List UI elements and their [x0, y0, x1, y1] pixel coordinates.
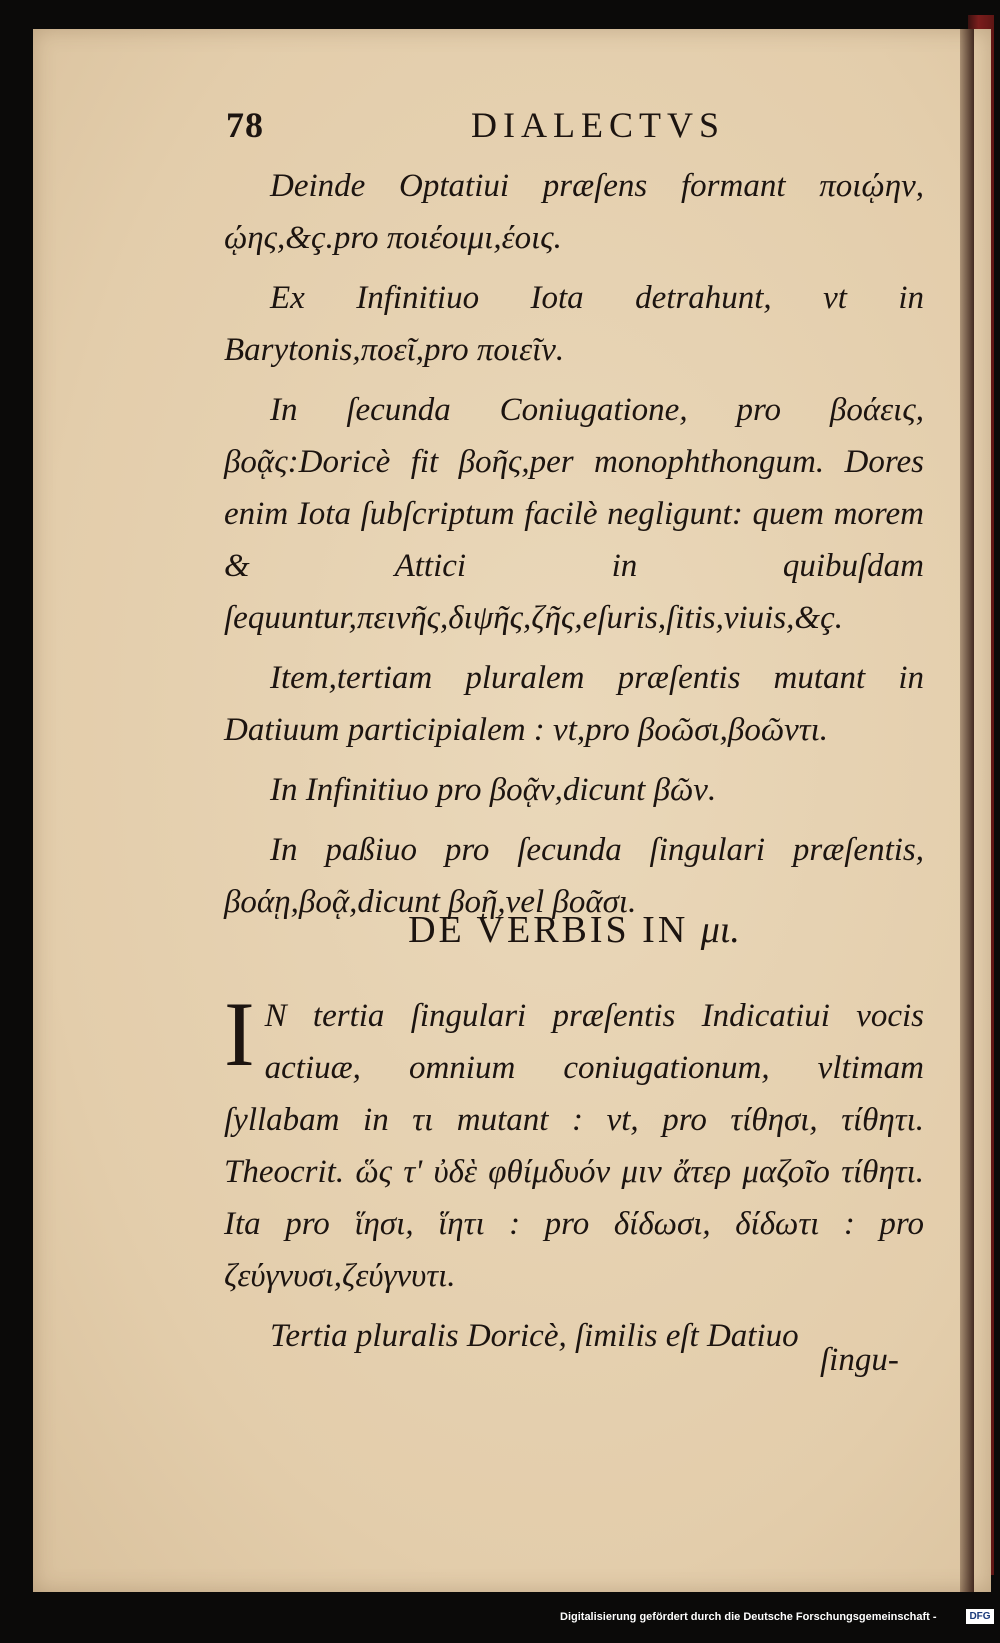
paragraph: In Infinitiuo pro βοᾷν,dicunt βῶν. [270, 772, 717, 808]
paragraph: In ſecunda Coniugatione, pro βοάεις, βοᾷς:Doricè fit βοῆς,per monophthongum. Dores enim Iota ſubſcriptum facilè negligunt: quem morem & Attici in quibuſdam ſequuntur,πεινῆς,διψῆς,ζῆς,eſuris,ſitis,viuis,&ç. [224, 392, 924, 636]
section-heading-text: DE VERBIS IN [408, 909, 689, 951]
page-header [226, 104, 926, 154]
body-text-bottom [224, 983, 924, 1370]
body-text-top [224, 160, 924, 936]
section-heading-greek: μι. [700, 909, 740, 951]
catchword: ſingu- [820, 1342, 899, 1378]
digitization-credit: Digitalisierung gefördert durch die Deutsche Forschungsgemeinschaft - [560, 1611, 937, 1623]
paragraph: In paßiuo pro ſecunda ſingulari præſentis, βοάῃ,βοᾷ,dicunt βοῇ,vel βοᾶσι. [224, 832, 924, 920]
paragraph: Deinde Optatiui præſens formant ποιῴην, ῴης,&ç.pro ποιέοιμι,έοις. [224, 168, 924, 256]
drop-capital: I [224, 983, 255, 1085]
paragraph: Ex Infinitiuo Iota detrahunt, vt in Barytonis,ποεῖ,pro ποιεῖν. [224, 280, 924, 368]
page-edge-shadow [960, 29, 974, 1592]
paragraph [224, 983, 924, 1302]
section-heading [224, 908, 924, 952]
page-number: 78 [226, 105, 264, 145]
paragraph: Tertia pluralis Doricè, ſimilis eſt Datiuo [270, 1318, 799, 1354]
running-head: DIALECTVS [471, 105, 725, 145]
paragraph-text: N tertia ſingulari præſentis Indicatiui vocis actiuæ, omnium coniugationum, vltimam ſyllabam in τι mutant : vt, pro τίθησι, τίθητι. Theocrit. ὥς τ' ὐδὲ φθίμδυόν μιν ἄτερ μαζοῖο τίθητι. Ita pro ἵησι, ἵητι : pro δίδωσι, δίδωτι : pro ζεύγνυσι,ζεύγνυτι. [224, 998, 924, 1294]
paragraph: Item,tertiam pluralem præſentis mutant in Datiuum participialem : vt,pro βοῶσι,βοῶντι. [224, 660, 924, 748]
dfg-logo: DFG [966, 1609, 994, 1624]
